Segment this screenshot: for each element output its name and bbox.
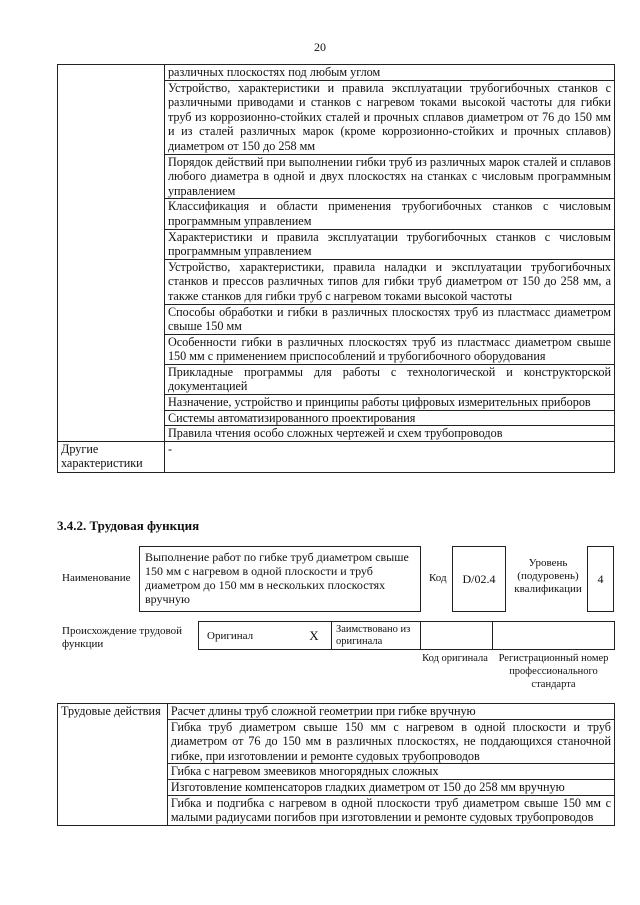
- function-name-value: Выполнение работ по гибке труб диаметром свыше 150 мм с нагревом в одной плоскости и труб диаметром до 150 мм в нескольких плоскостях вручную: [145, 550, 409, 606]
- code-box: [452, 546, 506, 612]
- level-value: 4: [597, 572, 604, 586]
- table-row: [58, 704, 615, 720]
- divider: [492, 622, 493, 649]
- list-item: Системы автоматизированного проектирования: [164, 410, 614, 426]
- list-item: Изготовление компенсаторов гладких диаметром от 150 до 258 мм вручную: [167, 779, 614, 795]
- divider: [420, 622, 421, 649]
- list-item: Расчет длины труб сложной геометрии при гибке вручную: [167, 704, 614, 720]
- knowledge-table: [57, 64, 615, 473]
- list-item: Гибка труб диаметром свыше 150 мм с нагревом в одной плоскости и труб диаметром от 76 до 150 мм в различных плоскостях, не поддающихся станочной гибке, при изготовлении и ремонте судовых трубопроводов: [167, 719, 614, 764]
- origin-boxes: [198, 621, 615, 650]
- list-item: Устройство, характеристики и правила эксплуатации трубогибочных станков с различными приводами и станков с нагревом токами высокой частоты для гибки труб из коррозионно-стойких сталей и прочных сплавов диаметром от 76 до 150 мм и из сталей различных марок (кроме коррозионно-стойких и прочных сплавов) диаметром от 150 до 258 мм: [164, 80, 614, 154]
- list-item: Прикладные программы для работы с технологической и конструкторской документацией: [164, 364, 614, 394]
- list-item: Особенности гибки в различных плоскостях труб из пластмасс диаметром свыше 150 мм с применением приспособлений и трубогибочного оборудования: [164, 334, 614, 364]
- list-item: Назначение, устройство и принципы работы цифровых измерительных приборов: [164, 395, 614, 411]
- list-item: Гибка с нагревом змеевиков многорядных сложных: [167, 764, 614, 780]
- borrowed-label: Заимствовано из оригинала: [336, 624, 411, 647]
- code-label: Код: [429, 572, 447, 584]
- list-item: различных плоскостях под любым углом: [164, 65, 614, 81]
- table-row: [58, 441, 615, 472]
- list-item: Порядок действий при выполнении гибки труб из различных марок сталей и сплавов любого диаметра в одной и двух плоскостях на станках с числовым программным управлением: [164, 154, 614, 199]
- other-characteristics-value: -: [164, 441, 614, 472]
- code-origin-caption: Код оригинала: [422, 653, 488, 664]
- page-number: 20: [314, 40, 326, 54]
- list-item: Устройство, характеристики, правила наладки и эксплуатации трубогибочных станков и прессов различных типов для гибки труб диаметром от 150 до 258 мм, а также станков для гибки труб с нагревом токами высокой частоты: [164, 259, 614, 304]
- actions-table: [57, 703, 615, 826]
- list-item: Правила чтения особо сложных чертежей и схем трубопроводов: [164, 426, 614, 442]
- divider: [331, 622, 332, 649]
- original-label: Оригинал: [207, 630, 254, 642]
- list-item: Способы обработки и гибки в различных плоскостях труб из пластмасс диаметром свыше 150 мм: [164, 304, 614, 334]
- table-row: [58, 65, 615, 81]
- section-title: 3.4.2. Трудовая функция: [57, 518, 200, 533]
- other-characteristics-label: Другие характеристики: [58, 441, 165, 472]
- function-name-box: [139, 546, 421, 612]
- original-mark: X: [309, 628, 319, 643]
- origin-label: Происхождение трудовой функции: [62, 625, 183, 650]
- level-box: [587, 546, 614, 612]
- list-item: Характеристики и правила эксплуатации трубогибочных станков с числовым программным управлением: [164, 229, 614, 259]
- list-item: Гибка и подгибка с нагревом в одной плоскости труб диаметром свыше 150 мм с малыми радиусами погибов при изготовлении и ремонте судовых трубопроводов: [167, 795, 614, 825]
- actions-label: Трудовые действия: [58, 704, 168, 826]
- name-label: Наименование: [62, 572, 131, 584]
- code-value: D/02.4: [462, 572, 496, 586]
- reg-number-caption: Регистрационный номер профессионального стандарта: [498, 653, 609, 690]
- list-item: Классификация и области применения трубогибочных станков с числовым программным управлением: [164, 199, 614, 229]
- label-cell-empty: [58, 65, 165, 442]
- level-label: Уровень (подуровень) квалификации: [514, 557, 582, 595]
